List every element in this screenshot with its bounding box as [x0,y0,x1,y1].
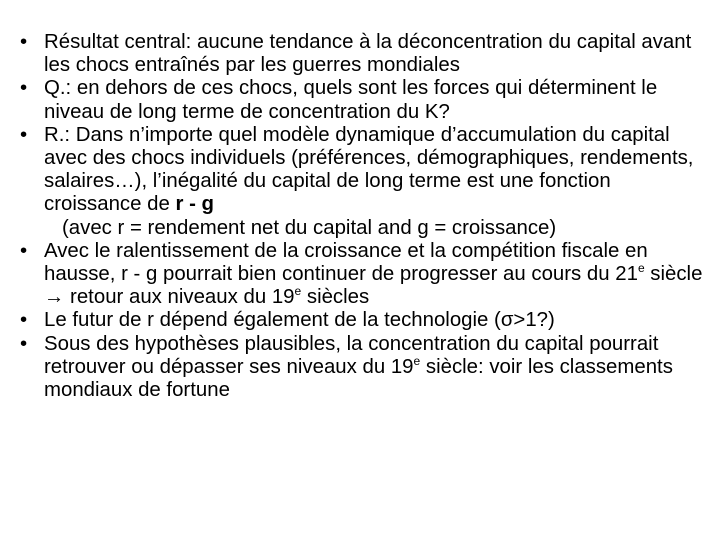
bullet-answer-continuation [20,217,710,240]
bullet-slowdown-text-c: siècles [301,286,370,309]
bullet-list [20,31,710,402]
bullet-technology-text: Le futur de r dépend également de la technologie (σ>1?) [44,309,555,332]
bullet-slowdown [20,240,710,310]
bullet-slowdown-sup-a: e [637,261,645,276]
bullet-answer [20,124,710,217]
bullet-slowdown-text-a: Avec le ralentissement de la croissance et la compétition fiscale en hausse, r - g pourrait bien continuer de progresser au cours du 21 [44,239,648,286]
bullet-hypotheses-text-a: Sous des hypothèses plausibles, la concentration du capital pourrait retrouver ou dépasser ses niveaux du 19 [44,332,659,378]
bullet-question-text: Q.: en dehors de ces chocs, quels sont les forces qui déterminent le niveau de long terme de concentration du K? [44,77,658,123]
bullet-answer-text: R.: Dans n’importe quel modèle dynamique d’accumulation du capital avec des chocs individuels (préférences, démographiques, rendements, salaires…), l’inégalité du capital de long terme est une fonction croissance de [44,123,694,216]
bullet-technology [20,309,710,332]
bullet-slowdown-text-b: siècle → retour aux niveaux du 19 [44,263,703,309]
bullet-result [20,31,710,77]
bullet-result-text: Résultat central: aucune tendance à la déconcentration du capital avant les chocs entraînés par les guerres mondiales [44,31,692,77]
bullet-hypotheses [20,333,710,403]
bullet-hypotheses-sup-a: e [413,353,421,368]
bullet-slowdown-sup-b: e [294,284,302,299]
bullet-answer-formula: r - g [175,193,214,216]
bullet-question [20,77,710,123]
bullet-answer-continuation-text: (avec r = rendement net du capital and g = croissance) [62,216,557,239]
bullet-hypotheses-text-b: siècle: voir les classements mondiaux de fortune [44,355,673,402]
